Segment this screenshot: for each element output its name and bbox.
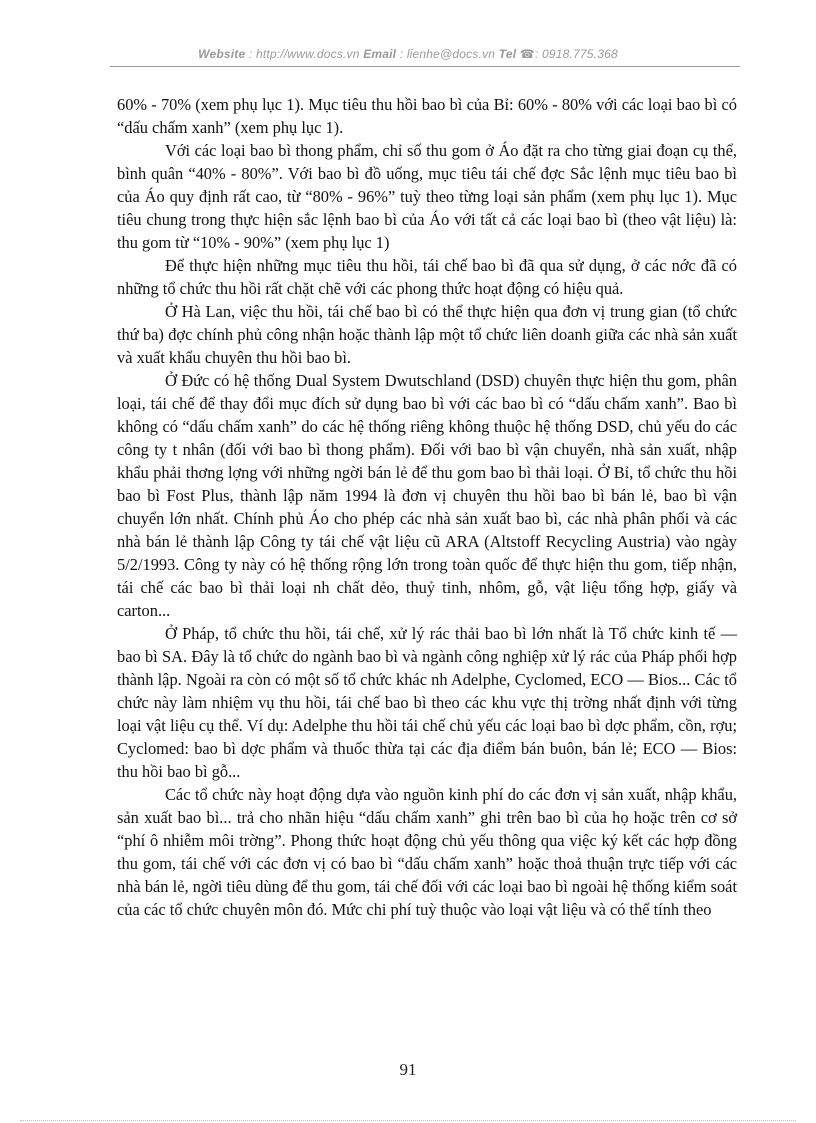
- website-label: Website: [198, 47, 246, 61]
- email-value: : lienhe@docs.vn: [399, 47, 496, 61]
- tel-label: Tel: [498, 47, 517, 61]
- paragraph-7: Các tổ chức này hoạt động dựa vào nguồn kinh phí do các đơn vị sản xuất, nhập khẩu, sản xuất bao bì... trả cho nhãn hiệu “dấu chấm xanh” ghi trên bao bì của họ hoặc trên cơ sở “phí ô nhiễm môi trờng”. Phong thức hoạt động chủ yếu thông qua việc ký kết các hợp đồng thu gom, tái chế với các đơn vị có bao bì “dấu chấm xanh” hoặc thoả thuận trực tiếp với các nhà bán lẻ, ngời tiêu dùng để thu gom, tái chế đối với các loại bao bì ngoài hệ thống kiểm soát của các tổ chức chuyên môn đó. Mức chi phí tuỳ thuộc vào loại vật liệu và có thể tính theo: [117, 785, 737, 919]
- header-divider: [110, 66, 740, 67]
- document-body: [117, 93, 737, 921]
- tel-value: : 0918.775.368: [534, 47, 618, 61]
- email-label: Email: [363, 47, 397, 61]
- paragraph-4: Ở Hà Lan, việc thu hồi, tái chế bao bì có thể thực hiện qua đơn vị trung gian (tổ chức thứ ba) đợc chính phủ công nhận hoặc thành lập một tổ chức liên doanh giữa các nhà sản xuất và xuất khẩu chuyên thu hồi bao bì.: [117, 302, 737, 367]
- paragraph-3: Để thực hiện những mục tiêu thu hồi, tái chế bao bì đã qua sử dụng, ở các nớc đã có những tổ chức thu hồi rất chặt chẽ với các phong thức hoạt động có hiệu quả.: [117, 256, 737, 298]
- paragraph-2: Với các loại bao bì thong phẩm, chỉ số thu gom ở Áo đặt ra cho từng giai đoạn cụ thể, bình quân “40% - 80%”. Với bao bì đồ uống, mục tiêu tái chế đợc Sắc lệnh mục tiêu bao bì của Áo quy định rất cao, từ “80% - 96%” tuỳ theo từng loại sản phẩm (xem phụ lục 1). Mục tiêu chung trong thực hiện sắc lệnh bao bì của Áo với tất cả các loại bao bì (theo vật liệu) là: thu gom từ “10% - 90%” (xem phụ lục 1): [117, 141, 737, 252]
- paragraph-5: Ở Đức có hệ thống Dual System Dwutschland (DSD) chuyên thực hiện thu gom, phân loại, tái chế để thay đổi mục đích sử dụng bao bì với các bao bì có “dấu chấm xanh”. Bao bì không có “dấu chấm xanh” do các hệ thống riêng không thuộc hệ thống DSD, chủ yếu do các công ty t nhân (đối với bao bì thong phẩm). Đối với bao bì vận chuyển, nhà sản xuất, nhập khẩu phải thơng lợng với những ngời bán lẻ để thu gom bao bì thải loại. Ở Bỉ, tổ chức thu hồi bao bì Fost Plus, thành lập năm 1994 là đơn vị chuyên thu hồi bao bì bán lẻ, bao bì vận chuyển lớn nhất. Chính phủ Áo cho phép các nhà sản xuất bao bì, các nhà phân phối và các nhà bán lẻ thành lập Công ty tái chế vật liệu cũ ARA (Altstoff Recycling Austria) vào ngày 5/2/1993. Công ty này có hệ thống rộng lớn trong toàn quốc để thực hiện thu gom, tiếp nhận, tái chế các bao bì thải loại nh chất dẻo, thuỷ tinh, nhôm, gỗ, vật liệu tổng hợp, giấy và carton...: [117, 371, 737, 620]
- paragraph-6: Ở Pháp, tổ chức thu hồi, tái chế, xử lý rác thải bao bì lớn nhất là Tổ chức kinh tế — bao bì SA. Đây là tổ chức do ngành bao bì và ngành công nghiệp xử lý rác của Pháp phối hợp thành lập. Ngoài ra còn có một số tổ chức khác nh Adelphe, Cyclomed, ECO — Bios... Các tổ chức này làm nhiệm vụ thu hồi, tái chế bao bì theo các khu vực thị trờng nhất định với từng loại vật liệu cụ thể. Ví dụ: Adelphe thu hồi tái chế chủ yếu các loại bao bì dợc phẩm, cồn, rợu; Cyclomed: bao bì dợc phẩm và thuốc thừa tại các địa điểm bán buôn, bán lẻ; ECO — Bios: thu hồi bao bì gỗ...: [117, 624, 737, 781]
- paragraph-1: 60% - 70% (xem phụ lục 1). Mục tiêu thu hồi bao bì của Bỉ: 60% - 80% với các loại bao bì có “dấu chấm xanh” (xem phụ lục 1).: [117, 95, 737, 137]
- footer-divider: [20, 1120, 796, 1121]
- phone-icon: ☎: [519, 47, 535, 61]
- page-number: 91: [399, 1060, 417, 1079]
- website-value: : http://www.docs.vn: [248, 47, 360, 61]
- page-header: [0, 47, 816, 61]
